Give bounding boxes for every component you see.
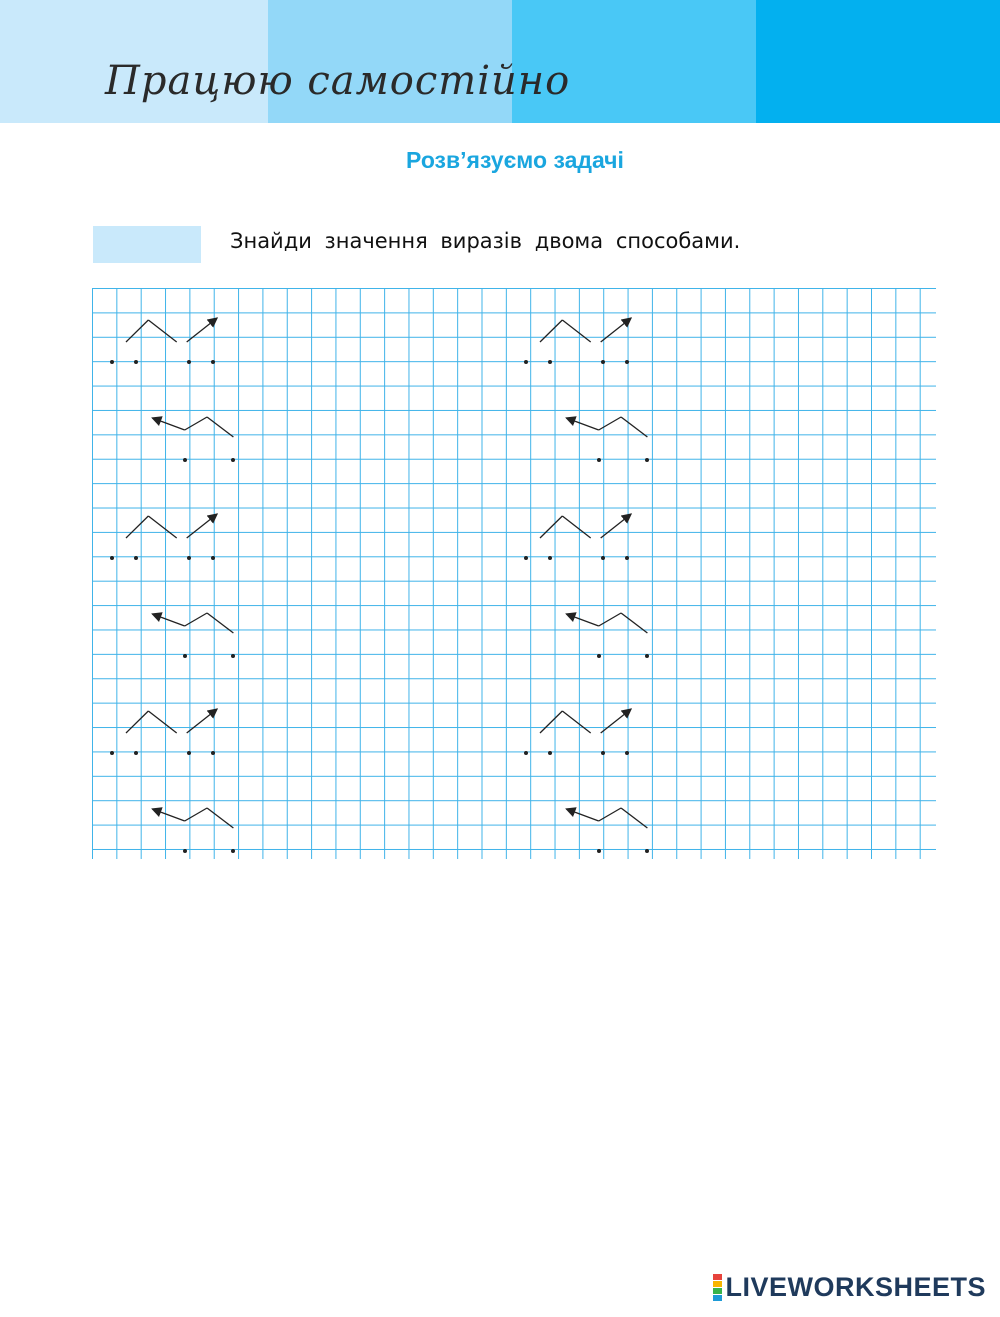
logo-text: LIVEWORKSHEETS bbox=[725, 1272, 986, 1302]
liveworksheets-logo bbox=[713, 1272, 986, 1303]
task-instruction: Знайди значення виразів двома способами. bbox=[230, 229, 741, 253]
blank-dot bbox=[524, 556, 528, 560]
blank-dot bbox=[625, 360, 629, 364]
blank-dot bbox=[211, 556, 215, 560]
blank-dot bbox=[625, 751, 629, 755]
blank-dot bbox=[601, 556, 605, 560]
blank-dot bbox=[110, 556, 114, 560]
blank-dot bbox=[597, 849, 601, 853]
task-number-badge bbox=[93, 226, 201, 263]
blank-dot bbox=[548, 360, 552, 364]
blank-dot bbox=[110, 360, 114, 364]
section-title: Розв’язуємо задачі bbox=[406, 147, 624, 173]
header-band-4 bbox=[756, 0, 1000, 123]
blank-dot bbox=[601, 751, 605, 755]
blank-dot bbox=[597, 458, 601, 462]
blank-dot bbox=[183, 458, 187, 462]
blank-dot bbox=[134, 360, 138, 364]
blank-dot bbox=[134, 556, 138, 560]
blank-dot bbox=[625, 556, 629, 560]
blank-dot bbox=[187, 556, 191, 560]
header-title: Працюю самостійно bbox=[105, 58, 571, 104]
blank-dot bbox=[548, 751, 552, 755]
blank-dot bbox=[524, 360, 528, 364]
blank-dot bbox=[187, 751, 191, 755]
blank-dot bbox=[601, 360, 605, 364]
blank-dot bbox=[183, 654, 187, 658]
blank-dot bbox=[134, 751, 138, 755]
blank-dot bbox=[524, 751, 528, 755]
blank-dot bbox=[187, 360, 191, 364]
blank-dot bbox=[211, 751, 215, 755]
logo-icon bbox=[713, 1274, 722, 1301]
blank-dot bbox=[597, 654, 601, 658]
blank-dot bbox=[211, 360, 215, 364]
blank-dot bbox=[183, 849, 187, 853]
blank-dot bbox=[548, 556, 552, 560]
grid-paper bbox=[92, 288, 936, 859]
blank-dot bbox=[110, 751, 114, 755]
